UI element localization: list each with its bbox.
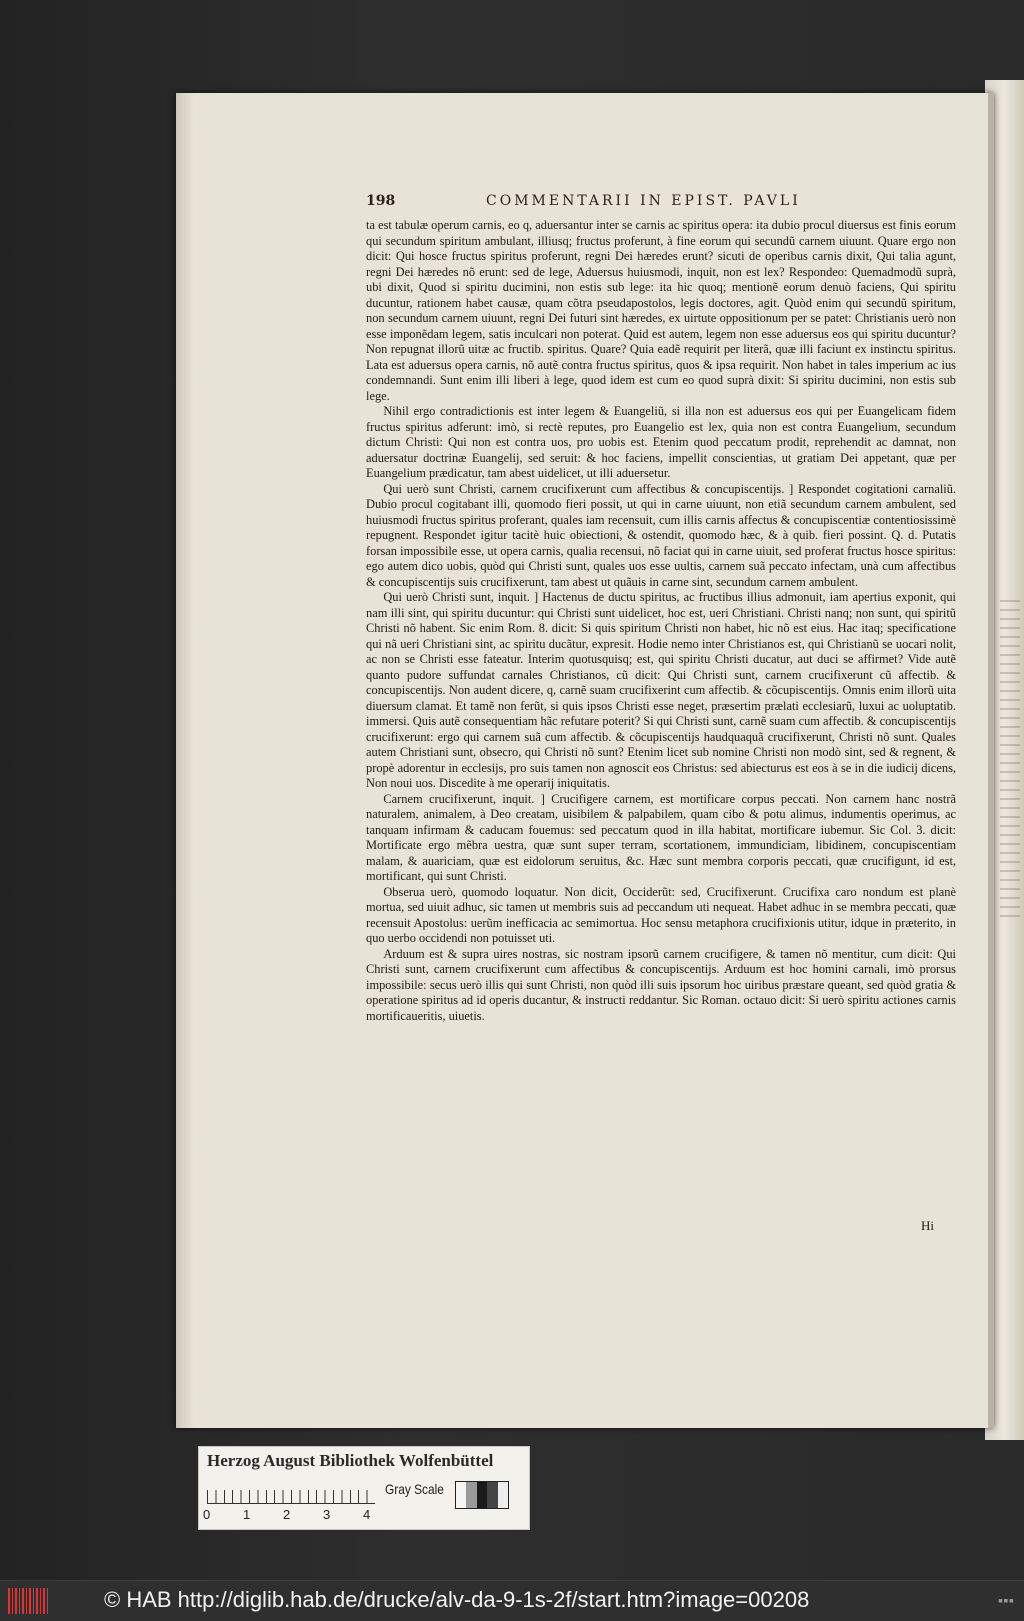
paragraph: Nihil ergo contradictionis est inter legem & Euangeliũ, si illa non est aduersus eos qui per Euangelicam fidem fructus spiritus adferunt: imò, si rectè reputes, pro Euangelio est lex, quia non est contra Euangelium, secundum dictum Christi: Qui non est contra uos, pro uobis est. Etenim quod peccatum prodit, reprehendit ac damnat, non aduersatur doctrinæ Euangelij, sed seruit: & hoc faciens, impellit conscientias, ut gratiam Dei appetant, quæ per Euangelium prædicatur, tam abest uidelicet, ut illi aduersetur. — [366, 404, 956, 480]
footer-bar — [0, 1580, 1024, 1621]
library-name: Herzog August Bibliothek Wolfenbüttel — [207, 1451, 494, 1470]
catchword: Hi — [921, 1218, 934, 1233]
ruler-number: 1 — [243, 1507, 251, 1522]
gray-swatch — [477, 1482, 487, 1508]
gray-swatch — [498, 1482, 508, 1508]
ruler-number: 0 — [203, 1507, 211, 1522]
paragraph: Qui uerò sunt Christi, carnem crucifixerunt cum affectibus & concupiscentijs. ] Respondet cogitationi carnaliũ. Dubio procul cogitabant illi, quomodo fieri possit, ut qui in carne uiuunt, non etiã secundum carnem ambulent, sed huiusmodi fructus spiritus proferant, quales iam recensuit, cum illis carnis affectus & concupiscentiæ contentiosissimè repugnent. Respondet igitur tacitè huic obiectioni, & ostendit, quomodo hæc, & à quib. fieri possint. Q. d. Putatis forsan impossibile esse, ut opera carnis, qualia recensui, nõ faciat qui in carne uiuit, sed proferat fructus hosce spiritus: ego autem dico uobis, quòd qui Christi sunt, quales uos esse uultis, carnem suã peccato infectam, unà cum affectibus & concupiscentijs suis crucifixerunt, tam abest ut quãuis in carne sint, secundum carnem ambulent. — [366, 481, 956, 589]
ruler-number: 4 — [363, 1507, 371, 1522]
paragraph: ta est tabulæ operum carnis, eo q, aduersantur inter se carnis ac spiritus opera: ita dubio procul diuersus est finis eorum qui secundum spiritum ambulant, illiusq; fructus proferunt, à fine eorum qui secundũ carnem uiuunt. Quare ergo non dicit: Qui hosce fructus spiritus proferunt, regni Dei hæredes erunt? sicuti de operibus carnis dixit, Qui talia agunt, regni Dei hæredes nõ erunt: sed de lege, Aduersus huiusmodi, inquit, non est lex? Respondeo: Quemadmodũ suprà, ubi dixit, Quod si spiritu ducimini, non estis sub lege: ita hic quoq; mentionẽ eorum denuò faciens, Qui spiritu ducuntur, rationem habet causæ, quam cõtra pseudapostolos, legis doctores, agit. Quòd enim qui secundũ spiritum, non secundum carnem uiuunt, regni Dei futuri sint hæredes, ex uirtute oppositionum per se patet: Christianis uerò non esse imponẽdam legem, satis inculcari non poterat. Quid est autem, legem non esse aduersus eos qui spiritu ducuntur? Non repugnat illorũ uitæ ac fructib. spiritus. Quare? Quia eadẽ requirit per literã, quæ illi faciunt ex instinctu spiritus. Lata est aduersus opera carnis, nõ autẽ contra fructus spiritus, quos & ipsa requirit. Non habet in tales imperium ac ius condemnandi. Sunt enim illi liberi à lege, quod idem est cum eo quod suprà dixit: Si spiritu ducimini, non estis sub lege. — [366, 218, 956, 403]
hab-logo-icon — [8, 1588, 48, 1614]
page-number: 198 — [366, 193, 396, 209]
gutter-shadow — [176, 93, 194, 1428]
running-head-title: COMMENTARII IN EPIST. PAVLI — [486, 193, 801, 209]
paragraph: Qui uerò Christi sunt, inquit. ] Hactenus de ductu spiritus, ac fructibus illius admonuit, iam apertius exponit, qui nam illi sint, qui spiritu ducuntur: qui Christi sunt uidelicet, hoc est, ueri Christiani. Christi nanq; non sunt, qui spiritũ Christi nõ habent. Sic enim Rom. 8. dicit: Si quis spiritum Christi non habet, hic nõ est eius. Hac itaq; specificatione qui nã ueri Christiani sint, ac spiritu ducãtur, expresit. Hodie nemo inter Christianos est, qui Christianũ se uocari nolit, ac non se Christi esse fateatur. Interim quotusquisq; est, qui spiritu Christi ducatur, aut duci se affirmet? Vide autẽ quanto pudore suffundat carnales Christianos, cũ dicit: Qui Christi sunt, carnem crucifixerunt cũ affectib. & concupiscentijs. Non audent dicere, q, carnẽ suam crucifixerint cum affectib. & cõcupiscentijs. Omnis enim illorũ uita diuersum clamat. Et tamẽ non ferũt, si quis ipsos Christi esse neget, præsertim prælati ecclesiarũ, luxui ac uoluptatib. immersi. Quis autẽ consequentiam hãc refutare poterit? Si qui Christi sunt, carnẽ suam cum affectib. & concupiscentijs crucifixerunt: ergo qui carnem suã cum affectib. & cõcupiscentijs haudquaquã crucifixerunt, Christi nõ sunt. Quales autem Christiani sunt, obsecro, qui Christi nõ sunt? Etenim licet sub nomine Christi non modò sint, sed & regnent, & propè adorentur in ecclesijs, pro suis tamen non agnoscit eos Christus: sed abiecturus est eos à se in die iudicij dicens, Non noui uos. Discedite à me operarij iniquitatis. — [366, 590, 956, 790]
book-page — [176, 93, 994, 1428]
ruler — [207, 1481, 375, 1504]
ruler-number: 2 — [283, 1507, 291, 1522]
gray-scale-swatches — [455, 1481, 509, 1509]
page-text — [366, 218, 956, 1024]
footer-dots: ▪▪▪ — [997, 1596, 1014, 1606]
facing-page-text-marks — [1000, 600, 1020, 920]
gray-swatch — [487, 1482, 497, 1508]
paragraph: Obserua uerò, quomodo loquatur. Non dicit, Occiderũt: sed, Crucifixerunt. Crucifixa caro nondum est planè mortua, sed uiuit adhuc, sic tamen ut membris suis ad peccandum uti nequeat. Habet adhuc in se membra peccati, quæ recensuit Apostolus: uerũm inefficacia ac semimortua. Hoc sensu metaphora crucifixionis utitur, idque in præterito, in quo uerbo occidendi non potuisset uti. — [366, 884, 956, 945]
gray-scale-label: Gray Scale — [385, 1481, 444, 1497]
footer-copyright-url[interactable]: © HAB http://diglib.hab.de/drucke/alv-da-9-1s-2f/start.htm?image=00208 — [104, 1587, 810, 1612]
ruler-number: 3 — [323, 1507, 331, 1522]
paragraph: Carnem crucifixerunt, inquit. ] Crucifigere carnem, est mortificare corpus peccati. Non carnem hanc nostrã naturalem, animalem, à Deo creatam, uisibilem & palpabilem, quam cibo & potu alimus, indumentis operimus, ac tanquam infirmam & caducam fouemus: sed peccatum quod in illa habitat, mortificare iubemur. Sic Col. 3. dicit: Mortificate ergo mẽbra uestra, quæ sunt super terram, scortationem, immundiciam, libidinem, concupiscentiam malam, & auariciam, quæ est eidolorum seruitus, &c. Hæc sunt membra corporis peccati, quæ crucifigunt, id est, mortificant, qui sunt Christi. — [366, 791, 956, 883]
scale-card — [198, 1446, 530, 1530]
running-head — [366, 193, 966, 213]
paragraph: Arduum est & supra uires nostras, sic nostram ipsorũ carnem crucifigere, & tamen nõ mentitur, cum dicit: Qui Christi sunt, carnem crucifixerunt cum affectibus & concupiscentijs. Arduum est hoc homini carnali, imò prorsus impossibile: secus uerò illis qui sunt Christi, non quòd illi suis ipsorum hoc uiribus præstare queant, sed quòd gratia & operatione spiritus ad id operis ducantur, & instructi reddantur. Sic Roman. octauo dicit: Si uerò spiritu actiones carnis mortificaueritis, uiuetis. — [366, 946, 956, 1023]
gray-swatch — [456, 1482, 466, 1508]
gray-swatch — [466, 1482, 476, 1508]
ruler-numbers — [203, 1507, 375, 1523]
